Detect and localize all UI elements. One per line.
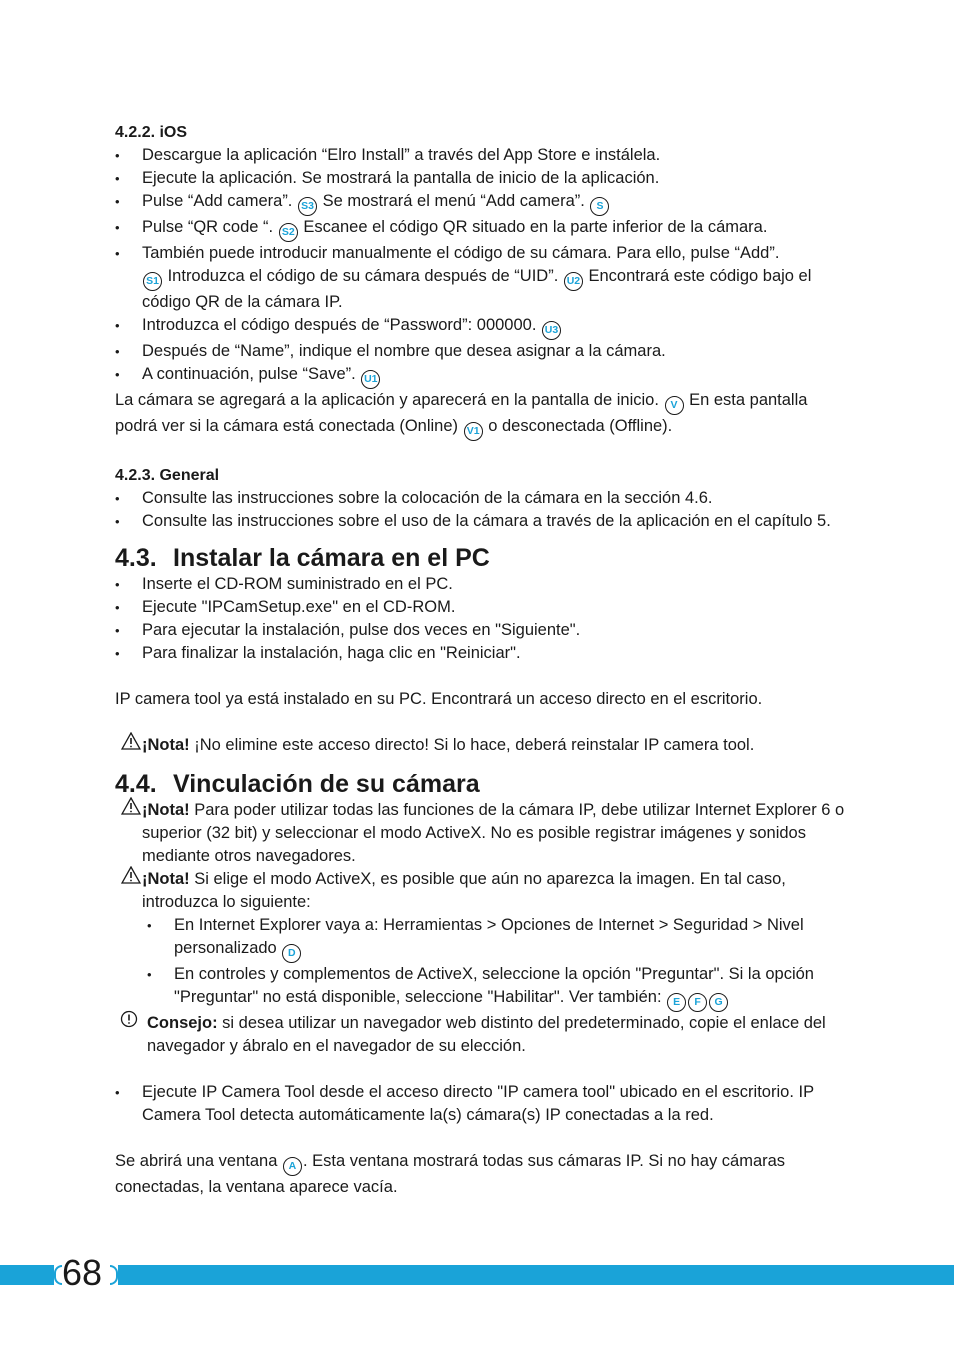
- ref-badge-g: G: [709, 993, 728, 1012]
- tip-browser: Consejo: si desea utilizar un navegador web distinto del predeterminado, copie el enlace del navegador y ábralo en el navegador de su elección.: [115, 1012, 845, 1058]
- note-activex: ¡Nota! Si elige el modo ActiveX, es posible que aún no aparezca la imagen. En tal caso, introduzca lo siguiente:: [115, 868, 845, 914]
- general-list: [115, 487, 845, 533]
- section-4-3-heading: 4.3. Instalar la cámara en el PC: [115, 544, 490, 572]
- ref-badge-s1: S1: [143, 272, 162, 291]
- footer-bracket-left: [54, 1265, 62, 1285]
- page-number: 68: [62, 1252, 103, 1293]
- list-item: • A continuación, pulse “Save”. U1: [115, 363, 845, 389]
- list-item: • Inserte el CD-ROM suministrado en el PC.: [115, 573, 845, 596]
- ref-badge-e: E: [667, 993, 686, 1012]
- install-complete-paragraph: IP camera tool ya está instalado en su PC. Encontrará un acceso directo en el escritorio.: [115, 690, 763, 708]
- ref-badge-f: F: [688, 993, 707, 1012]
- list-item: • En controles y complementos de ActiveX, seleccione la opción "Preguntar". Si la opción "Preguntar" no está disponible, seleccione "Habilitar". Ver también: E F G: [147, 963, 845, 1012]
- list-item: • Ejecute "IPCamSetup.exe" en el CD-ROM.: [115, 596, 845, 619]
- list-item: • Después de “Name”, indique el nombre que desea asignar a la cámara.: [115, 340, 845, 363]
- ref-badge-s: S: [590, 197, 609, 216]
- footer-bar-right: [118, 1265, 954, 1285]
- exclamation-icon: [120, 1010, 138, 1028]
- pc-install-list: [115, 573, 845, 665]
- warning-icon: [121, 732, 141, 750]
- list-item: • En Internet Explorer vaya a: Herramientas > Opciones de Internet > Seguridad > Nivel personalizado D: [147, 914, 845, 963]
- ref-badge-s3: S3: [298, 197, 317, 216]
- ref-badge-v1: V1: [464, 422, 483, 441]
- ref-badge-s2: S2: [279, 223, 298, 242]
- ref-badge-u3: U3: [542, 321, 561, 340]
- list-item: • Ejecute la aplicación. Se mostrará la pantalla de inicio de la aplicación.: [115, 167, 845, 190]
- note-shortcut: ¡Nota! ¡No elimine este acceso directo! Si lo hace, deberá reinstalar IP camera tool.: [115, 734, 845, 757]
- ref-badge-d: D: [282, 944, 301, 963]
- list-item: • Introduzca el código después de “Password”: 000000. U3: [115, 314, 845, 340]
- ref-badge-a: A: [283, 1157, 302, 1176]
- list-item: • Consulte las instrucciones sobre la colocación de la cámara en la sección 4.6.: [115, 487, 845, 510]
- footer-bracket-right: [110, 1265, 118, 1285]
- list-item: • Pulse “QR code “. S2 Escanee el código QR situado en la parte inferior de la cámara.: [115, 216, 845, 242]
- warning-icon: [121, 797, 141, 815]
- note-internet-explorer: ¡Nota! Para poder utilizar todas las funciones de la cámara IP, debe utilizar Internet Explorer 6 o superior (32 bit) y seleccionar el modo ActiveX. No es posible registrar imágenes y sonidos mediante otros navegadores.: [115, 799, 845, 868]
- list-item: • Para ejecutar la instalación, pulse dos veces en "Siguiente".: [115, 619, 845, 642]
- list-item: • Ejecute IP Camera Tool desde el acceso directo "IP camera tool" ubicado en el escritorio. IP Camera Tool detecta automáticamente la(s) cámara(s) IP conectadas a la red.: [115, 1081, 845, 1127]
- ref-badge-u2: U2: [564, 272, 583, 291]
- list-item: • Pulse “Add camera”. S3 Se mostrará el menú “Add camera”. S: [115, 190, 845, 216]
- list-item: • Para finalizar la instalación, haga clic en "Reiniciar".: [115, 642, 845, 665]
- activex-steps-list: [115, 914, 845, 1012]
- section-4-2-2-title: 4.2.2. iOS: [115, 124, 188, 141]
- window-paragraph: Se abrirá una ventana A . Esta ventana mostrará todas sus cámaras IP. Si no hay cámaras conectadas, la ventana aparece vacía.: [115, 1152, 786, 1196]
- ref-badge-v: V: [665, 396, 684, 415]
- section-4-2-3-title: 4.2.3. General: [115, 467, 220, 484]
- ip-camera-tool-list: [115, 1081, 845, 1127]
- ref-badge-u1: U1: [361, 370, 380, 389]
- warning-icon: [121, 866, 141, 884]
- page-content: [115, 121, 845, 1199]
- section-4-4-heading: 4.4. Vinculación de su cámara: [115, 770, 480, 798]
- list-item: • Descargue la aplicación “Elro Install” a través del App Store e instálela.: [115, 144, 845, 167]
- footer-bar-left: [0, 1265, 54, 1285]
- ios-summary-paragraph: La cámara se agregará a la aplicación y aparecerá en la pantalla de inicio. V En esta pantalla podrá ver si la cámara está conectada (Online) V1 o desconectada (Offline).: [115, 389, 845, 441]
- list-item: • También puede introducir manualmente el código de su cámara. Para ello, pulse “Add”. S1 Introduzca el código de su cámara después de “UID”. U2 Encontrará este código bajo el código QR de la cámara IP.: [115, 242, 845, 314]
- list-item: • Consulte las instrucciones sobre el uso de la cámara a través de la aplicación en el capítulo 5.: [115, 510, 845, 533]
- ios-steps-list: [115, 144, 845, 389]
